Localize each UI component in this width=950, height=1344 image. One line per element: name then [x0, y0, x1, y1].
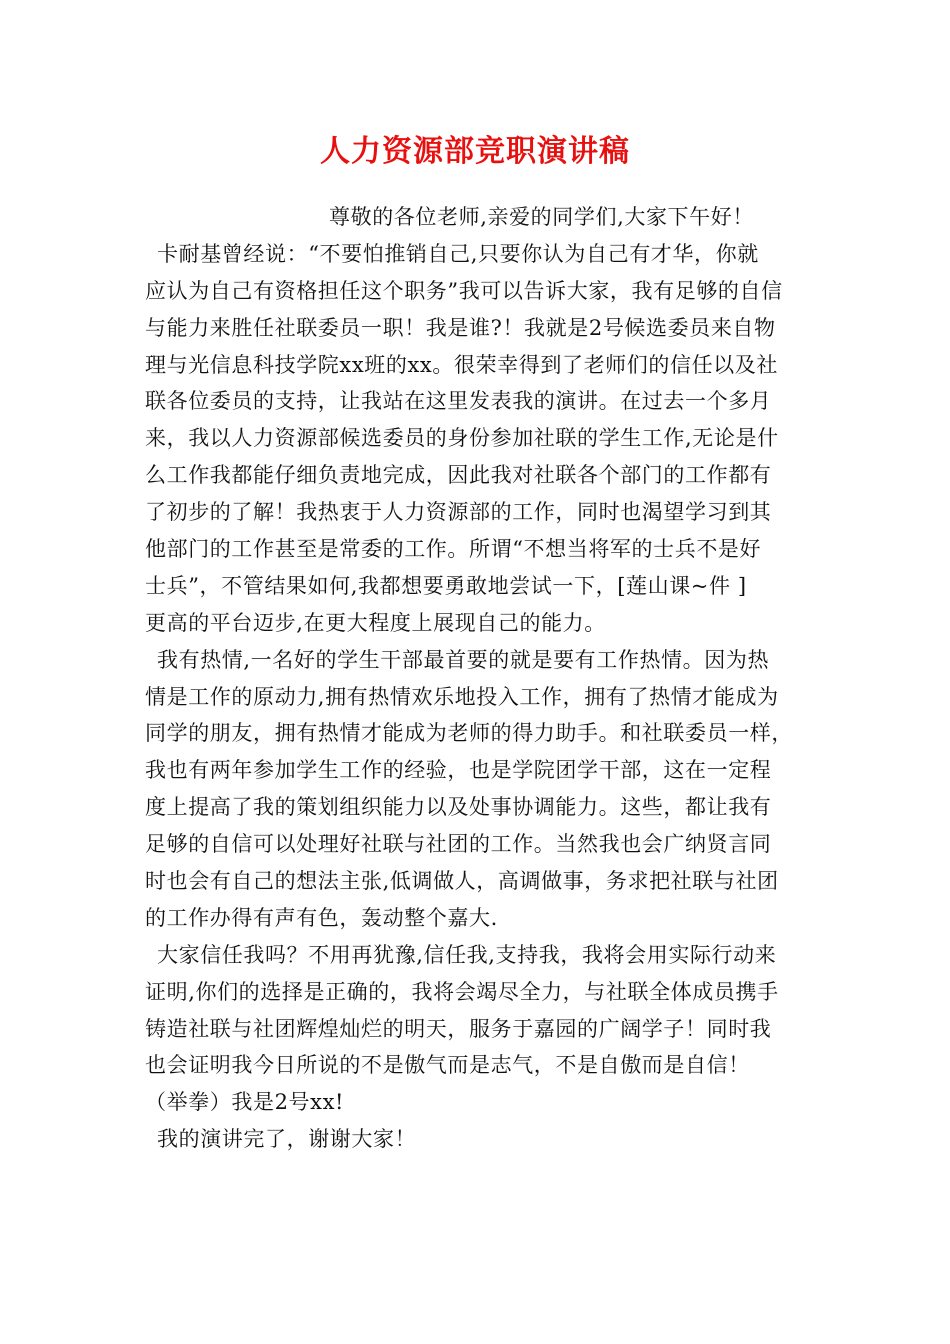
text-line: 我的演讲完了，谢谢大家！ [157, 1127, 417, 1152]
text-line: 卡耐基曾经说：“不要怕推销自己,只要你认为自己有才华，你就 [157, 241, 759, 266]
text-line: （举拳）我是2号xx! [145, 1090, 345, 1115]
text-line: 他部门的工作甚至是常委的工作。所谓“不想当将军的士兵不是好 [145, 537, 762, 562]
text-line: 证明,你们的选择是正确的，我将会竭尽全力，与社联全体成员携手 [145, 979, 779, 1004]
text-line: 联各位委员的支持，让我站在这里发表我的演讲。在过去一个多月 [145, 389, 772, 414]
text-line: 也会证明我今日所说的不是傲气而是志气，不是自傲而是自信！ [145, 1053, 750, 1078]
text-line: 时也会有自己的想法主张,低调做人，高调做事，务求把社联与社团 [145, 869, 779, 894]
text-line: 度上提高了我的策划组织能力以及处事协调能力。这些，都让我有 [145, 795, 772, 820]
speech-body [145, 199, 825, 1158]
text-line: 理与光信息科技学院xx班的xx。很荣幸得到了老师们的信任以及社 [145, 352, 778, 377]
text-line: 了初步的了解！我热衷于人力资源部的工作，同时也渴望学习到其 [145, 500, 772, 525]
text-line: 我有热情,一名好的学生干部最首要的就是要有工作热情。因为热 [157, 647, 770, 672]
text-line: 我也有两年参加学生工作的经验，也是学院团学干部，这在一定程 [145, 758, 772, 783]
greeting-line: 尊敬的各位老师,亲爱的同学们,大家下午好！ [329, 205, 754, 229]
text-line: 来，我以人力资源部候选委员的身份参加社联的学生工作,无论是什 [145, 426, 779, 451]
text-line: 情是工作的原动力,拥有热情欢乐地投入工作，拥有了热情才能成为 [145, 684, 779, 709]
text-line: 足够的自信可以处理好社联与社团的工作。当然我也会广纳贤言同 [145, 832, 772, 857]
text-line: 的工作办得有声有色，轰动整个嘉大. [145, 905, 498, 930]
document-title: 人力资源部竞职演讲稿 [320, 134, 630, 169]
text-line: 么工作我都能仔细负责地完成，因此我对社联各个部门的工作都有 [145, 463, 772, 488]
text-line: 同学的朋友，拥有热情才能成为老师的得力助手。和社联委员一样， [145, 721, 793, 746]
speech-paragraphs [145, 236, 825, 1158]
text-line: 应认为自己有资格担任这个职务”我可以告诉大家，我有足够的自信 [145, 278, 783, 303]
text-line: 与能力来胜任社联委员一职！我是谁?！我就是2号候选委员来自物 [145, 315, 776, 340]
text-line: 更高的平台迈步,在更大程度上展现自己的能力。 [145, 610, 606, 635]
text-line: 士兵”，不管结果如何,我都想要勇敢地尝试一下，[莲山课~件 ] [145, 573, 747, 598]
text-line: 大家信任我吗？不用再犹豫,信任我,支持我，我将会用实际行动来 [157, 942, 777, 967]
text-line: 铸造社联与社团辉煌灿烂的明天，服务于嘉园的广阔学子！同时我 [145, 1016, 772, 1041]
